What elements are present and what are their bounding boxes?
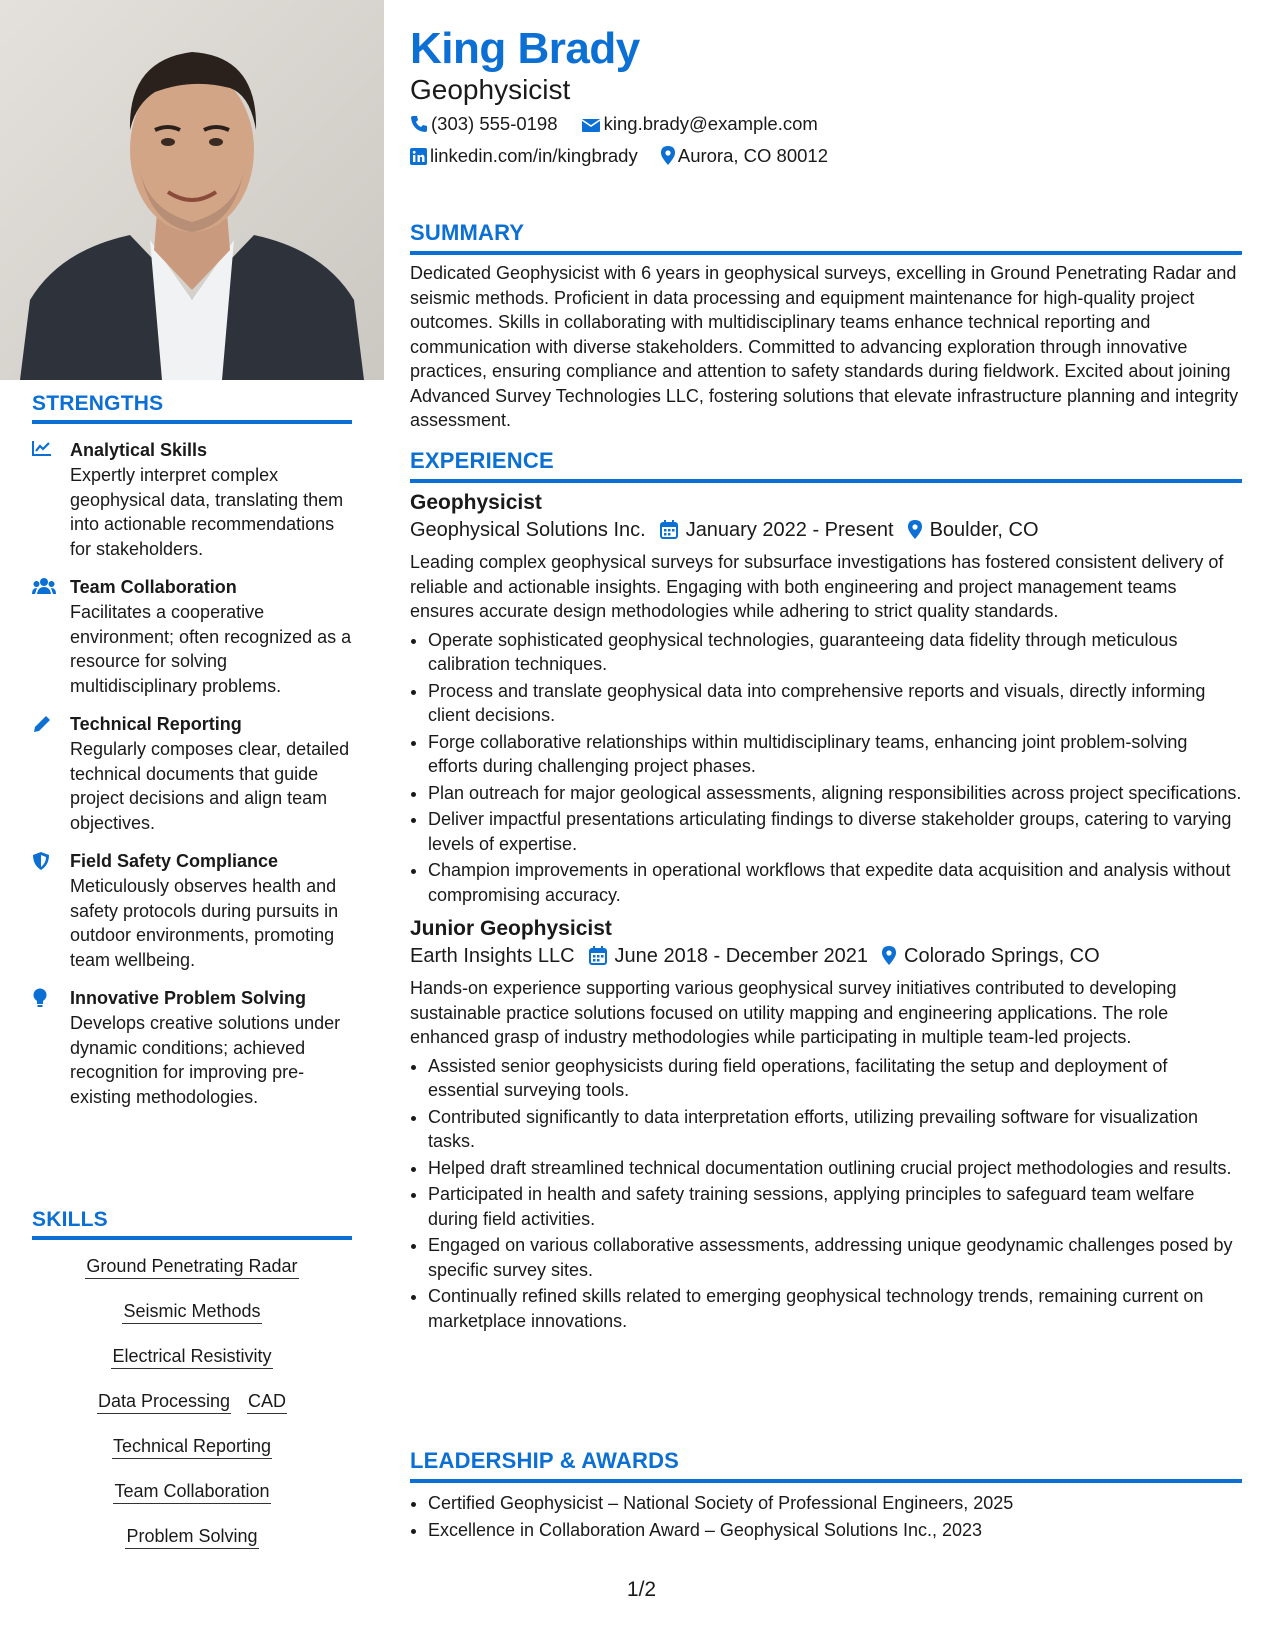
strength-item (32, 849, 352, 972)
contact-row (410, 113, 836, 135)
strength-item (32, 575, 352, 698)
awards-section (410, 1448, 1242, 1544)
job-description: Hands-on experience supporting various geophysical survey initiatives contributed to developing sustainable practice solutions focused on utility mapping and engineering applications. The role enhanced grasp of industry methodologies while participating in multiple team-led projects. (410, 978, 1177, 1047)
strength-desc: Facilitates a cooperative environment; often recognized as a resource for solving multidisciplinary problems. (70, 602, 352, 696)
award-item: • Certified Geophysicist – National Society of Professional Engineers, 2025 (428, 1491, 1242, 1516)
users-icon (32, 577, 54, 597)
strength-desc: Expertly interpret complex geophysical data, translating them into actionable recommendations for stakeholders. (70, 465, 344, 559)
email-contact[interactable] (581, 113, 818, 135)
job-bullet: • Contributed significantly to data interpretation efforts, utilizing prevailing software for visualization tasks. (428, 1105, 1242, 1154)
profile-photo (0, 0, 384, 380)
phone-icon (410, 115, 428, 133)
experience-heading: EXPERIENCE (410, 448, 1242, 483)
skill-tag: Technical Reporting (112, 1434, 272, 1459)
strength-item (32, 712, 352, 835)
location-contact (661, 145, 828, 167)
location-text: Aurora, CO 80012 (677, 145, 829, 166)
job-meta (410, 945, 1242, 968)
envelope-icon (581, 117, 601, 133)
job-bullet: • Participated in health and safety training sessions, applying principles to safeguard team welfare during field activities. (428, 1182, 1242, 1231)
skills-list (32, 1254, 352, 1551)
email-text: king.brady@example.com (603, 113, 818, 134)
candidate-role: Geophysicist (410, 74, 571, 105)
skill-tag: Seismic Methods (122, 1299, 261, 1324)
phone-text: (303) 555-0198 (431, 113, 558, 134)
summary-section (410, 220, 1242, 433)
job-bullet: • Assisted senior geophysicists during field operations, facilitating the setup and deployment of essential surveying tools. (428, 1054, 1242, 1103)
summary-text: Dedicated Geophysicist with 6 years in geophysical surveys, excelling in Ground Penetrating Radar and seismic methods. Proficient in data processing and equipment maintenance for high-quality project outcomes. Skills in collaborating with multidisciplinary teams enhance technical reporting and communication with diverse stakeholders. Committed to advancing exploration through innovative practices, ensuring compliance and attention to safety standards during fieldwork. Excited about joining Advanced Survey Technologies LLC, fostering solutions that elevate infrastructure planning and integrity assessment. (410, 263, 1239, 430)
summary-heading: SUMMARY (410, 220, 1242, 255)
map-pin-icon (908, 520, 922, 539)
skill-tag: Ground Penetrating Radar (85, 1254, 298, 1279)
job-title: Junior Geophysicist (410, 917, 612, 940)
awards-heading: LEADERSHIP & AWARDS (410, 1448, 1242, 1483)
job-dates: June 2018 - December 2021 (614, 945, 869, 967)
job-location: Boulder, CO (929, 519, 1039, 541)
candidate-name: King Brady (410, 24, 640, 73)
job-bullet: • Operate sophisticated geophysical technologies, guaranteeing data fidelity through meticulous calibration techniques. (428, 628, 1242, 677)
job-bullet: • Continually refined skills related to emerging geophysical technology trends, remaining current on marketplace innovations. (428, 1284, 1242, 1333)
experience-section (410, 448, 1242, 1335)
skills-heading: SKILLS (32, 1208, 352, 1240)
job-bullets (410, 1054, 1242, 1334)
skill-tag: CAD (247, 1389, 287, 1414)
chart-line-icon (32, 440, 54, 460)
calendar-icon (589, 946, 607, 965)
job-dates: January 2022 - Present (685, 519, 894, 541)
strength-title: Field Safety Compliance (70, 851, 279, 871)
contact-row-2 (410, 145, 846, 167)
awards-list (410, 1491, 1242, 1542)
linkedin-text: linkedin.com/in/kingbrady (430, 145, 638, 166)
pencil-icon (32, 714, 54, 734)
job-bullet: • Plan outreach for major geological assessments, aligning responsibilities across project specifications. (428, 781, 1242, 806)
job-bullet: • Champion improvements in operational workflows that expedite data acquisition and analysis without compromising accuracy. (428, 858, 1242, 907)
strength-title: Analytical Skills (70, 440, 208, 460)
skill-tag: Data Processing (97, 1389, 231, 1414)
skill-tag: Electrical Resistivity (111, 1344, 272, 1369)
left-column (0, 0, 384, 1650)
strength-desc: Regularly composes clear, detailed technical documents that guide project decisions and align team objectives. (70, 739, 350, 833)
job-bullets (410, 628, 1242, 908)
shield-icon (32, 851, 54, 871)
job-company: Earth Insights LLC (410, 945, 575, 967)
job-meta (410, 519, 1242, 542)
job-entry (410, 917, 1242, 1333)
award-item: • Excellence in Collaboration Award – Geophysical Solutions Inc., 2023 (428, 1518, 1242, 1543)
job-bullet: • Helped draft streamlined technical documentation outlining crucial project methodologies and results. (428, 1156, 1242, 1181)
map-pin-icon (882, 946, 896, 965)
job-title: Geophysicist (410, 491, 542, 514)
map-pin-icon (661, 146, 675, 165)
strength-title: Team Collaboration (70, 577, 237, 597)
strengths-section (32, 392, 352, 1109)
job-description: Leading complex geophysical surveys for subsurface investigations has fostered consistent delivery of reliable and actionable insights. Engaging with both engineering and project management teams ensures accurate design methodologies while adhering to strict quality standards. (410, 552, 1224, 621)
linkedin-contact[interactable] (410, 145, 638, 167)
job-location: Colorado Springs, CO (904, 945, 1100, 967)
job-bullet: • Forge collaborative relationships within multidisciplinary teams, enhancing joint problem-solving efforts during challenging project phases. (428, 730, 1242, 779)
strength-desc: Develops creative solutions under dynamic conditions; achieved recognition for improving pre-existing methodologies. (70, 1013, 341, 1107)
job-bullet: • Engaged on various collaborative assessments, addressing unique geodynamic challenges posed by specific survey sites. (428, 1233, 1242, 1282)
job-entry (410, 491, 1242, 907)
phone-contact[interactable] (410, 113, 558, 135)
page-number (0, 1578, 1275, 1602)
skills-section (32, 1208, 352, 1569)
linkedin-icon (410, 148, 427, 165)
skill-tag: Team Collaboration (113, 1479, 270, 1504)
job-company: Geophysical Solutions Inc. (410, 519, 646, 541)
calendar-icon (660, 520, 678, 539)
lightbulb-icon (32, 988, 54, 1008)
strengths-heading: STRENGTHS (32, 392, 352, 424)
strength-title: Technical Reporting (70, 714, 242, 734)
skill-tag: Problem Solving (125, 1524, 258, 1549)
strength-title: Innovative Problem Solving (70, 988, 307, 1008)
strength-item (32, 438, 352, 561)
strength-item (32, 986, 352, 1109)
job-bullet: • Deliver impactful presentations articulating findings to diverse stakeholder groups, catering to varying levels of expertise. (428, 807, 1242, 856)
strength-desc: Meticulously observes health and safety protocols during pursuits in outdoor environments, promoting team wellbeing. (70, 876, 339, 970)
job-bullet: • Process and translate geophysical data into comprehensive reports and visuals, directly informing client decisions. (428, 679, 1242, 728)
page-number-text: 1/2 (626, 1578, 657, 1601)
